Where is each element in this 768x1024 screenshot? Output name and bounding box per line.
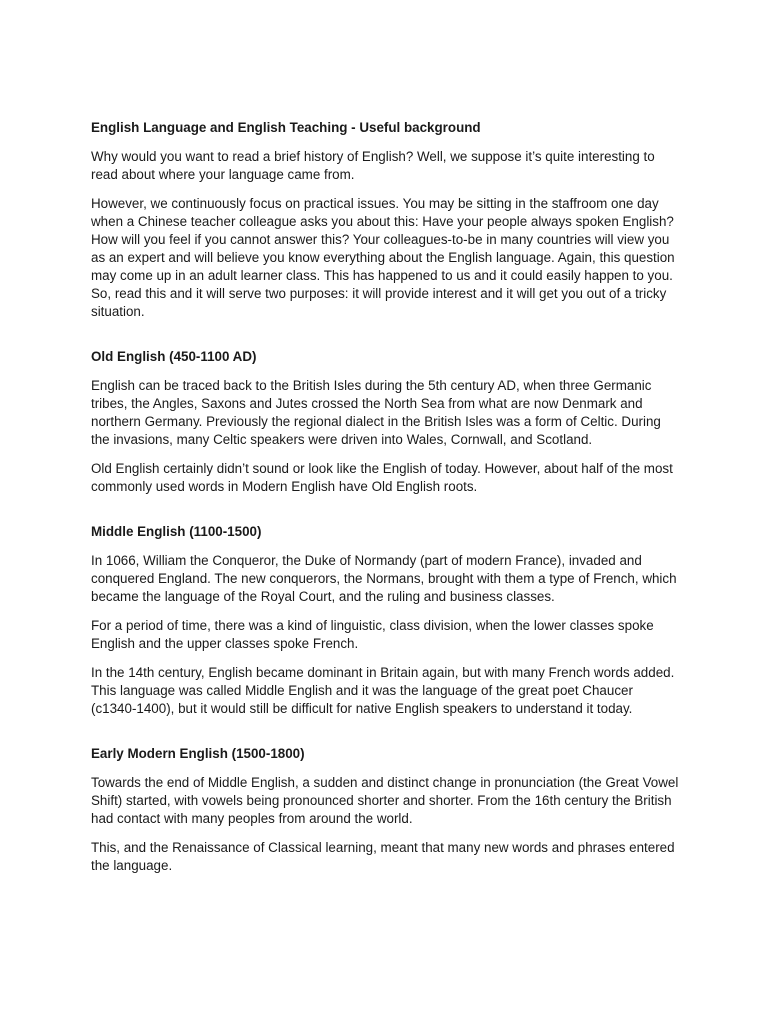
intro-paragraph: Why would you want to read a brief history of English? Well, we suppose it’s quite interesting to read about where your language came from. xyxy=(91,149,655,182)
document-title: English Language and English Teaching - Useful background xyxy=(91,120,481,135)
intro-paragraph: However, we continuously focus on practical issues. You may be sitting in the staffroom one day when a Chinese teacher colleague asks you about this: Have your people always spoken English? How will you feel if you cannot answer this? Your colleagues-to-be in many countries will view you as an expert and will believe you know everything about the English language. Again, this question may come up in an adult learner class. This has happened to us and it could easily happen to you. So, read this and it will serve two purposes: it will provide interest and it will get you out of a tricky situation. xyxy=(91,196,675,319)
body-paragraph: In the 14th century, English became dominant in Britain again, but with many French words added. This language was called Middle English and it was the language of the great poet Chaucer (c1340-1400), but it would still be difficult for native English speakers to understand it today. xyxy=(91,665,675,716)
body-paragraph: Towards the end of Middle English, a sudden and distinct change in pronunciation (the Great Vowel Shift) started, with vowels being pronounced shorter and shorter. From the 16th century the British had contact with many peoples from around the world. xyxy=(91,775,679,826)
body-paragraph: Old English certainly didn’t sound or look like the English of today. However, about half of the most commonly used words in Modern English have Old English roots. xyxy=(91,461,673,494)
section-heading: Middle English (1100-1500) xyxy=(91,524,262,539)
document-page xyxy=(91,119,681,886)
section-old-english xyxy=(91,348,681,496)
section-middle-english xyxy=(91,523,681,718)
section-early-modern-english xyxy=(91,745,681,875)
body-paragraph: This, and the Renaissance of Classical learning, meant that many new words and phrases entered the language. xyxy=(91,840,675,873)
body-paragraph: English can be traced back to the British Isles during the 5th century AD, when three Germanic tribes, the Angles, Saxons and Jutes crossed the North Sea from what are now Denmark and northern Germany. Previously the regional dialect in the British Isles was a form of Celtic. During the invasions, many Celtic speakers were driven into Wales, Cornwall, and Scotland. xyxy=(91,378,661,447)
body-paragraph: For a period of time, there was a kind of linguistic, class division, when the lower classes spoke English and the upper classes spoke French. xyxy=(91,618,654,651)
section-heading: Old English (450-1100 AD) xyxy=(91,349,257,364)
section-heading: Early Modern English (1500-1800) xyxy=(91,746,305,761)
body-paragraph: In 1066, William the Conqueror, the Duke of Normandy (part of modern France), invaded and conquered England. The new conquerors, the Normans, brought with them a type of French, which became the language of the Royal Court, and the ruling and business classes. xyxy=(91,553,677,604)
